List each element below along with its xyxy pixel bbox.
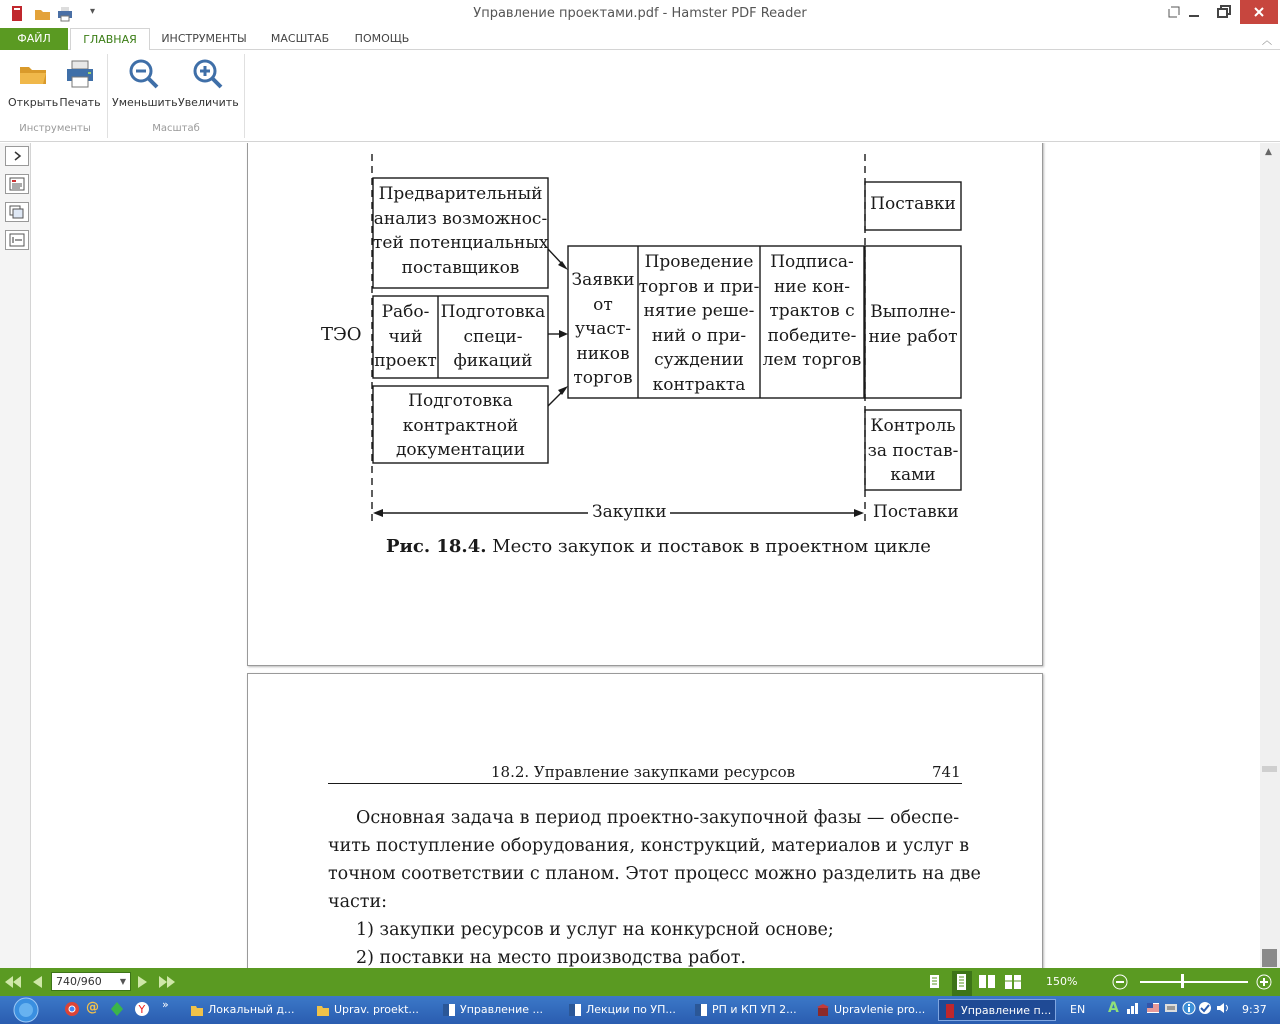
side-panel-rail: [0, 143, 31, 968]
first-page-icon[interactable]: [4, 973, 22, 995]
taskbar-item[interactable]: [438, 999, 558, 1021]
figure-caption: [386, 536, 931, 557]
box-sign-contracts: [760, 250, 864, 373]
box-line: лем торгов: [762, 350, 862, 370]
more-icon[interactable]: »: [162, 998, 169, 1011]
taskbar-item[interactable]: [186, 999, 306, 1021]
box-line: Подготовка: [440, 302, 546, 322]
ribbon-tabs: [0, 28, 1280, 50]
printer-icon: [64, 58, 96, 90]
folder-icon: [17, 58, 49, 90]
box-line: Выполне-: [870, 302, 956, 322]
zoom-slider-thumb[interactable]: [1181, 974, 1184, 988]
box-line: участ-: [574, 319, 632, 339]
flag-tray-icon[interactable]: [1146, 1001, 1160, 1018]
expand-panel-button[interactable]: [5, 146, 29, 166]
volume-tray-icon[interactable]: [1216, 1001, 1232, 1018]
word-doc-icon: [694, 1003, 708, 1017]
chevron-down-icon[interactable]: ▼: [119, 977, 126, 986]
window-title: Управление проектами.pdf - Hamster PDF Reader: [473, 6, 807, 21]
open-label: Открыть: [8, 96, 59, 109]
zoom-in-small-icon[interactable]: [1256, 974, 1272, 994]
purchases-label: Закупки: [592, 502, 667, 522]
thumbnails-panel-button[interactable]: [5, 202, 29, 222]
procurement-diagram: [248, 143, 1044, 667]
box-tender: [638, 250, 760, 397]
minimize-button[interactable]: [1178, 0, 1210, 24]
box-line: фикаций: [453, 351, 533, 371]
zoom-out-icon: [128, 58, 160, 90]
teo-label: ТЭО: [321, 324, 362, 345]
print-button[interactable]: [58, 56, 102, 114]
folder-icon: [316, 1003, 330, 1017]
start-button[interactable]: [10, 997, 42, 1024]
pdf-page: [247, 143, 1043, 666]
check-tray-icon[interactable]: [1198, 1001, 1212, 1018]
zoom-out-small-icon[interactable]: [1112, 974, 1128, 994]
box-line: трактов с: [769, 301, 855, 321]
box-line: нятие реше-: [643, 301, 755, 321]
group-label-scale: Масштаб: [152, 123, 200, 134]
zoom-out-button[interactable]: [112, 56, 176, 114]
taskbar-item[interactable]: [690, 999, 810, 1021]
language-indicator[interactable]: EN: [1070, 1003, 1086, 1016]
svg-text:Y: Y: [138, 1003, 146, 1016]
pdf-page: [247, 673, 1043, 968]
utility-icon[interactable]: [110, 1001, 124, 1021]
taskbar-item-label: Лекции по УП...: [586, 1003, 676, 1016]
list-text: закупки ресурсов и услуг на конкурсной основе;: [379, 920, 834, 940]
box-line: документации: [395, 440, 526, 460]
continuous-view-icon[interactable]: [952, 971, 972, 997]
taskbar-item[interactable]: [312, 999, 432, 1021]
arrowhead: [373, 509, 383, 517]
bookmarks-panel-button[interactable]: [5, 174, 29, 194]
zoom-in-label: Увеличить: [178, 96, 239, 109]
box-supply: Поставки: [870, 194, 956, 214]
box-bids: [568, 268, 638, 391]
box-line: ние кон-: [773, 276, 851, 297]
chrome-icon[interactable]: [64, 1001, 80, 1021]
box-line: Рабо-: [381, 302, 430, 322]
box-line: торгов и при-: [638, 276, 760, 297]
scroll-marker: [1262, 766, 1277, 772]
figure-caption-label: Рис. 18.4.: [386, 536, 487, 557]
box-line: победите-: [767, 325, 857, 346]
tab-help[interactable]: ПОМОЩЬ: [354, 32, 410, 45]
box-line: ний о при-: [651, 325, 747, 346]
running-header-title: 18.2. Управление закупками ресурсов: [491, 763, 796, 781]
box-line: ников: [576, 343, 630, 364]
arrowhead: [558, 261, 568, 270]
tab-file[interactable]: ФАЙЛ: [0, 28, 68, 50]
figure-caption-text: Место закупок и поставок в проектном цикле: [492, 536, 931, 557]
box-line: за постав-: [867, 440, 959, 461]
zoom-in-button[interactable]: [178, 56, 238, 114]
box-control: [865, 414, 961, 488]
body-paragraph: [328, 804, 981, 968]
group-label-tools: Инструменты: [19, 123, 91, 134]
paragraph-line: точном соответствии с планом. Этот процесс можно разделить на две: [328, 864, 981, 884]
box-line: специ-: [463, 326, 523, 347]
page-number: 741: [932, 763, 961, 781]
clock[interactable]: 9:37: [1242, 1003, 1267, 1016]
quick-access-dropdown-icon[interactable]: ▾: [90, 6, 96, 17]
thumbnails-icon: [9, 205, 25, 219]
header-rule: [328, 783, 962, 784]
keyboard-tray-icon[interactable]: [1164, 1001, 1178, 1018]
box-line: поставщиков: [401, 257, 520, 278]
box-line: проект: [374, 351, 437, 371]
taskbar-item-label: РП и КП УП 2...: [712, 1003, 797, 1016]
box-line: от: [593, 294, 613, 315]
box-contract-docs: [373, 389, 548, 463]
box-line: Проведение: [644, 252, 754, 272]
box-line: контракта: [652, 374, 746, 395]
tab-home[interactable]: ГЛАВНАЯ: [70, 28, 150, 51]
archive-icon: [816, 1003, 830, 1017]
zoom-in-icon: [192, 58, 224, 90]
tab-scale[interactable]: МАСШТАБ: [270, 32, 330, 45]
open-button[interactable]: [8, 56, 58, 114]
bookmarks-icon: [9, 177, 25, 191]
box-line: Предварительный: [378, 184, 543, 204]
document-view[interactable]: [31, 143, 1260, 968]
list-number: 2): [356, 948, 374, 968]
taskbar-item[interactable]: [564, 999, 684, 1021]
box-line: ками: [890, 465, 936, 485]
box-line: ние работ: [868, 326, 958, 347]
taskbar-item-label: Upravlenie pro...: [834, 1003, 926, 1016]
taskbar-item-label: Локальный д...: [208, 1003, 295, 1016]
tab-tools[interactable]: ИНСТРУМЕНТЫ: [161, 32, 247, 45]
annotations-icon: [9, 233, 25, 247]
arrowhead: [854, 509, 864, 517]
page-indicator: 740/960: [56, 975, 102, 988]
paragraph-line: части:: [328, 892, 388, 912]
annotations-panel-button[interactable]: [5, 230, 29, 250]
paragraph-line: чить поступление оборудования, конструкций, материалов и услуг в: [328, 836, 970, 856]
close-button[interactable]: [1240, 0, 1278, 24]
taskbar-item[interactable]: [812, 999, 932, 1021]
status-bar: [0, 968, 1280, 996]
box-line: торгов: [573, 368, 633, 388]
two-page-view-icon[interactable]: [978, 974, 996, 994]
box-prelim-analysis: [373, 182, 548, 280]
list-item: [328, 944, 968, 968]
box-line: чий: [388, 326, 423, 347]
scrollbar-thumb[interactable]: [1262, 949, 1277, 967]
title-bar: [0, 0, 1280, 28]
box-line: контрактной: [402, 415, 519, 436]
collapse-ribbon-icon[interactable]: ︿: [1262, 36, 1272, 47]
os-taskbar: [0, 996, 1280, 1024]
page-number-input[interactable]: [51, 972, 131, 991]
scroll-up-icon[interactable]: ▲: [1265, 147, 1272, 157]
arrowhead: [559, 330, 568, 338]
pdf-reader-icon: [943, 1004, 957, 1018]
zoom-out-label: Уменьшить: [112, 96, 178, 109]
folder-icon: [190, 1003, 204, 1017]
taskbar-item-label: Uprav. proekt...: [334, 1003, 419, 1016]
next-page-icon[interactable]: [135, 973, 151, 995]
box-line: тей потенциальных: [373, 233, 549, 253]
mail-icon[interactable]: @: [86, 1000, 99, 1015]
taskbar-item-active[interactable]: [938, 999, 1056, 1021]
deliveries-label: Поставки: [873, 502, 959, 522]
word-doc-icon: [442, 1003, 456, 1017]
box-line: Контроль: [870, 416, 956, 436]
chevron-right-icon: [11, 150, 23, 162]
single-page-view-icon[interactable]: [928, 974, 942, 994]
info-tray-icon[interactable]: [1182, 1001, 1196, 1018]
last-page-icon[interactable]: [158, 973, 176, 995]
paragraph-line: Основная задача в период проектно-закупочной фазы — обеспе-: [356, 808, 960, 828]
ribbon-separator: [244, 54, 245, 138]
taskbar-item-label: Управление п...: [961, 1004, 1052, 1017]
zoom-level: 150%: [1046, 975, 1078, 988]
list-number: 1): [356, 920, 374, 940]
network-tray-icon[interactable]: [1126, 1001, 1140, 1018]
font-tray-icon[interactable]: A: [1108, 1000, 1119, 1016]
box-line: Подготовка: [408, 391, 513, 411]
taskbar-item-label: Управление ...: [460, 1003, 543, 1016]
print-label: Печать: [59, 96, 101, 109]
box-line: Заявки: [571, 270, 635, 290]
zoom-slider-track[interactable]: [1140, 981, 1248, 983]
ribbon-separator: [107, 54, 108, 138]
prev-page-icon[interactable]: [29, 973, 45, 995]
word-doc-icon: [568, 1003, 582, 1017]
ribbon: [0, 50, 1280, 142]
box-execution: [865, 300, 961, 349]
box-specifications: [438, 300, 548, 374]
box-line: анализ возможнос-: [373, 208, 548, 229]
box-line: суждении: [654, 350, 744, 370]
box-line: Подписа-: [770, 252, 854, 272]
restore-button[interactable]: [1208, 0, 1240, 24]
box-work-project: [373, 300, 438, 374]
yandex-browser-icon[interactable]: [134, 1001, 150, 1021]
two-page-continuous-view-icon[interactable]: [1004, 974, 1022, 994]
list-item: [328, 916, 968, 944]
vertical-scrollbar[interactable]: [1260, 143, 1280, 968]
list-text: поставки на место производства работ.: [379, 948, 746, 968]
